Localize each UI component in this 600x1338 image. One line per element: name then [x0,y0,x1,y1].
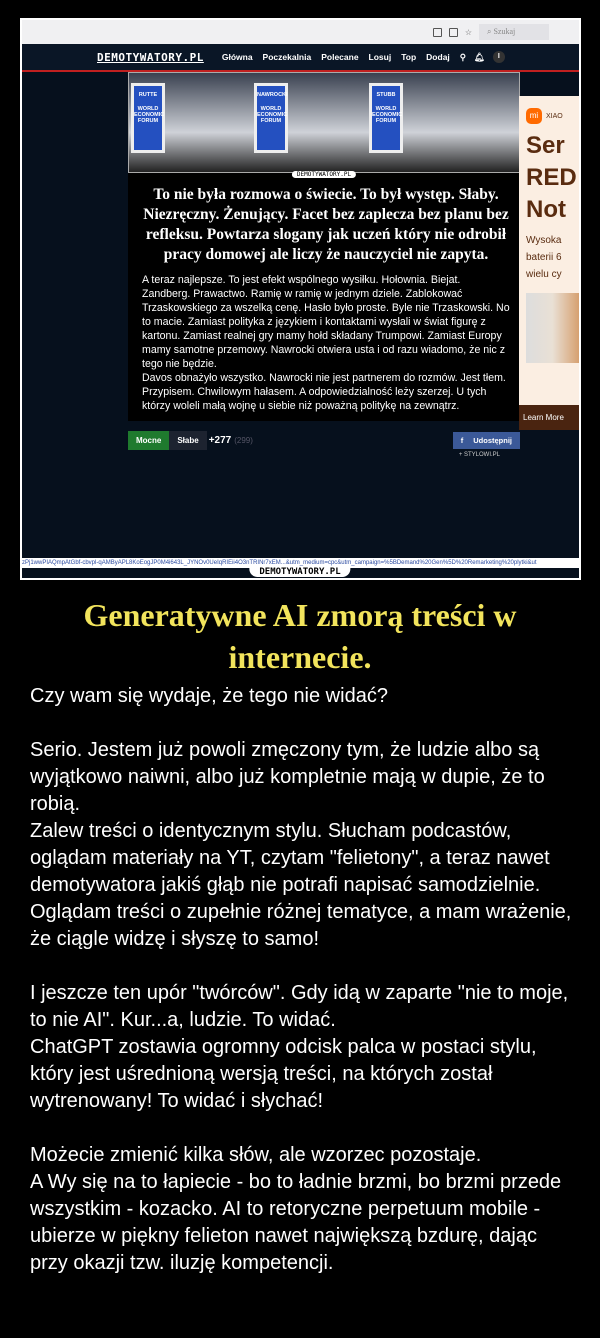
site-nav [22,44,579,72]
body-line [30,710,575,737]
body-line: Zalew treści o identycznym stylu. Słucham podcastów, oglądam materiały na YT, czytam "felietony", a teraz nawet demotywatora jakiś głąb nie potrafi napisać samodzielnie. Oglądam treści o zupełnie różnej tematyce, a mam wrażenie, że ciągle widzę i słyszę to samo! [30,820,572,950]
body-line: Możecie zmienić kilka słów, ale wzorzec pozostaje. [30,1144,482,1166]
ad-brand: XIAO [546,113,563,120]
demotywatory-badge: DEMOTYWATORY.PL [249,567,350,577]
nav-polecane[interactable]: Polecane [321,52,359,62]
share-label: Udostępnij [473,436,512,445]
follow-link[interactable]: + STYLOWI.PL [458,452,500,458]
bell-icon[interactable]: 🔔︎ [474,51,485,62]
body-line [30,953,575,980]
post-paragraph: Davos obnażyło wszystko. Nawrocki nie jest partnerem do rozmów. Jest tłem. Przypisem. Chwilowym hałasem. A odpowiedzialność leży szerzej. U tych którzy woleli małą wojnę u siebie niż poważną politykę na zewnątrz. [142,372,506,412]
score: +277 [208,435,232,446]
post-text [128,173,520,421]
post-photo [128,72,520,178]
body-line: A Wy się na to łapiecie - bo to ładnie brzmi, bo brzmi przede wszystkim - kozacko. AI to retoryczne perpetuum mobile - ubierze w piękny felieton nawet największą bzdurę, dając przy okazji tzw. iluzję kompetencji. [30,1171,562,1274]
vote-total: (299) [234,436,253,445]
search-icon[interactable]: ⚲ [459,51,467,62]
nav-glowna[interactable]: Główna [221,52,253,62]
search-input[interactable]: ⌕ Szukaj [479,24,549,40]
star-icon[interactable]: ☆ [464,27,472,37]
page-title: Generatywne AI zmorą treści w internecie. [83,597,517,675]
share-button[interactable] [453,432,520,449]
vote-bar [128,431,520,450]
embedded-screenshot [20,18,581,580]
xiaomi-logo: mi [526,108,542,124]
nav-top[interactable]: Top [401,52,417,62]
panel-stubb: STUBB WORLD ECONOMIC FORUM [369,83,403,153]
body-line: Serio. Jestem już powoli zmęczony tym, że ludzie albo są wyjątkowo naiwni, albo już kompletnie mają w dupie, że to robią. [30,739,545,815]
learn-more-button[interactable]: Learn More [519,405,579,430]
description [30,683,575,1277]
post-headline: To nie była rozmowa o świecie. To był występ. Słaby. Niezręczny. Żenujący. Facet bez zaplecza bez planu bez refleksu. Powtarza slogany jak uczeń który nie odrobił pracy domowej ale liczy że nauczyciel nie zapyta. [143,186,509,263]
body-line: I jeszcze ten upór "twórców". Gdy idą w zaparte "nie to moje, to nie AI". Kur...a, ludzie. To widać. [30,982,569,1031]
save-icon[interactable] [449,28,458,37]
facebook-icon: f [460,436,464,445]
nav-dodaj[interactable]: Dodaj [426,52,450,62]
avatar[interactable]: I [493,51,505,63]
panel-nawrocki: NAWROCKI WORLD ECONOMIC FORUM [254,83,288,153]
body-line: ChatGPT zostawia ogromny odcisk palca w postaci stylu, który jest uśrednioną wersją treści, na których został wytrenowany! To widać i słychać! [30,1036,537,1112]
url-strip: zPj1wwPIAQmpAtGbf-cbvpl-qAMByAPL8KoEogJP0M4i643L_JYNOv0UeIqRIEii4O3nTRINr7xEM...&utm_medium=cpc&utm_campaign=%5BDemand%20Gen%5D%20Remarketing%20plytki&ut [22,558,579,568]
post [128,72,520,458]
nav-losuj[interactable]: Losuj [368,52,392,62]
browser-toolbar [22,20,579,44]
site-logo[interactable]: DEMOTYWATORY.PL [97,50,204,64]
phone-image [526,293,579,363]
body-line [30,1115,575,1142]
ad-banner[interactable]: mi XIAO Ser RED Not Wysoka baterii 6 wielu cy Learn More [519,96,579,430]
nav-poczekalnia[interactable]: Poczekalnia [262,52,312,62]
vote-up-button[interactable]: Mocne [128,431,169,450]
photo-watermark: DEMOTYWATORY.PL [292,171,356,178]
body-line: Czy wam się wydaje, że tego nie widać? [30,685,388,707]
vote-down-button[interactable]: Słabe [169,431,206,450]
post-paragraph: A teraz najlepsze. To jest efekt wspólnego wysiłku. Hołownia. Biejat. Zandberg. Prawactwo. Ramię w ramię w jednym dziele. Zablokować Trzaskowskiego za wszelką cenę. Hasło było proste. Byle nie Trzaskowski. No to macie. Zamiast polityka z językiem i kontaktami wysłali w świat figurę z kartonu. Zamiast realnej gry mamy hołd składany Trumpowi. Zamiast Europy mamy samotne przemowy. Nawrocki otwiera usta i od razu wiadomo, że nic z tego nie będzie. [142,274,510,370]
search-placeholder: Szukaj [493,27,516,36]
panel-rutte: RUTTE WORLD ECONOMIC FORUM [131,83,165,153]
reader-icon[interactable] [433,28,442,37]
